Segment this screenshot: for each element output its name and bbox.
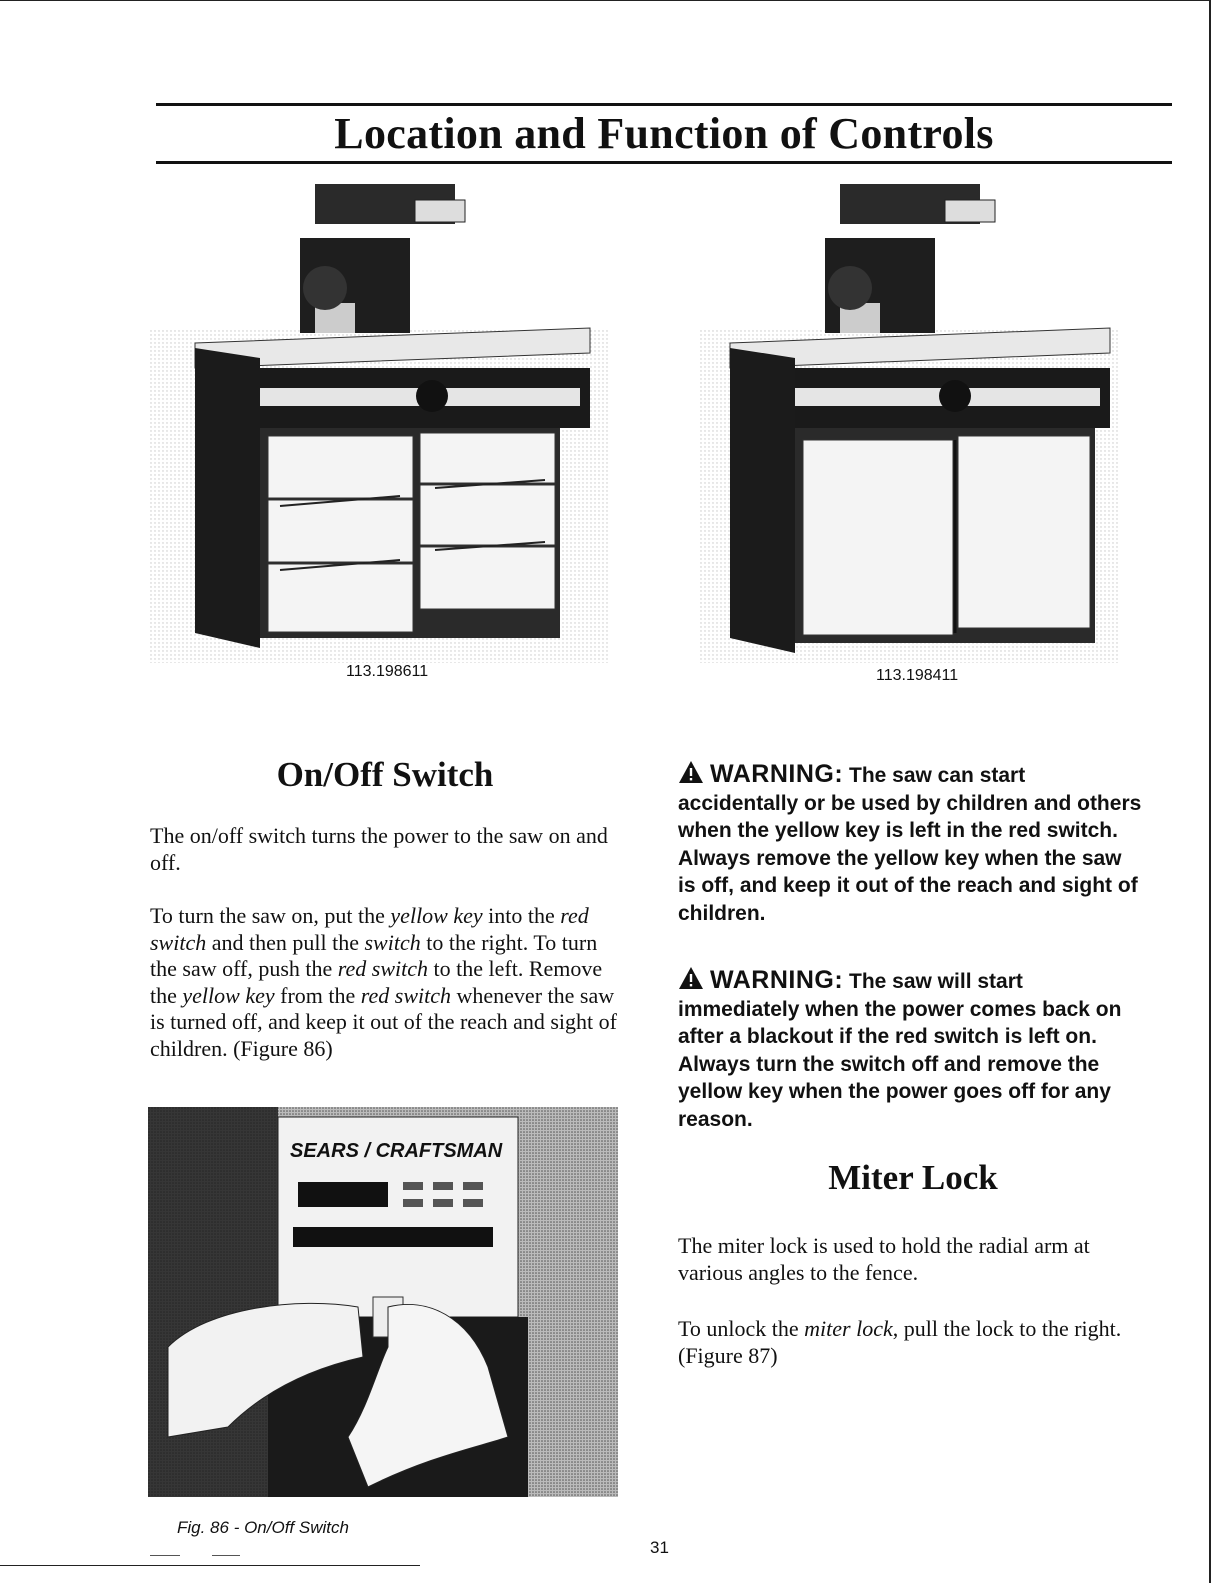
right-model-number: 113.198411 bbox=[876, 667, 959, 684]
title-top-rule bbox=[156, 103, 1172, 106]
saw-cabinet-photo-doors bbox=[700, 178, 1120, 663]
brand-label: SEARS / CRAFTSMAN bbox=[290, 1140, 503, 1162]
onoff-paragraph-2: To turn the saw on, put the yellow key into the red switch and then pull the switch to the right. To turn the saw off, push the red switch to the left. Remove the yellow key from the red switch whenever the saw is turned off, and keep it out of the reach and sight of children. (Figure 86) bbox=[150, 903, 617, 1061]
footer-dash-left bbox=[150, 1555, 180, 1556]
page-top-edge bbox=[0, 0, 1210, 1]
page-number: 31 bbox=[650, 1538, 669, 1557]
miter-paragraph-1: The miter lock is used to hold the radial arm at various angles to the fence. bbox=[678, 1233, 1090, 1285]
saw-cabinet-photo-drawers bbox=[150, 178, 610, 663]
onoff-switch-photo bbox=[148, 1107, 618, 1497]
onoff-heading: On/Off Switch bbox=[276, 755, 494, 794]
page-bottom-edge bbox=[0, 1565, 420, 1566]
warning-triangle-icon bbox=[678, 760, 704, 784]
miter-lock-heading: Miter Lock bbox=[828, 1158, 998, 1197]
title-bottom-rule bbox=[156, 161, 1172, 164]
warning-1: WARNING: The saw can start accidentally or be used by children and others when the yellow key is left in the red switch. Always remove the yellow key when the saw is off, and keep it out of the reach and sight of children. bbox=[678, 760, 1142, 925]
page-title: Location and Function of Controls bbox=[334, 109, 994, 158]
footer-dash-right bbox=[212, 1555, 240, 1556]
figure-86-caption: Fig. 86 - On/Off Switch bbox=[177, 1518, 349, 1537]
onoff-paragraph-1: The on/off switch turns the power to the saw on and off. bbox=[150, 823, 608, 875]
warning-2: WARNING: The saw will start immediately when the power comes back on after a blackout if the red switch is left on. Always turn the switch off and remove the yellow key when the power goes off for any reason. bbox=[678, 966, 1122, 1131]
warning-triangle-icon bbox=[678, 966, 704, 990]
page-right-edge bbox=[1209, 0, 1211, 1583]
left-model-number: 113.198611 bbox=[346, 663, 429, 680]
miter-paragraph-2: To unlock the miter lock, pull the lock to the right. (Figure 87) bbox=[678, 1316, 1122, 1368]
